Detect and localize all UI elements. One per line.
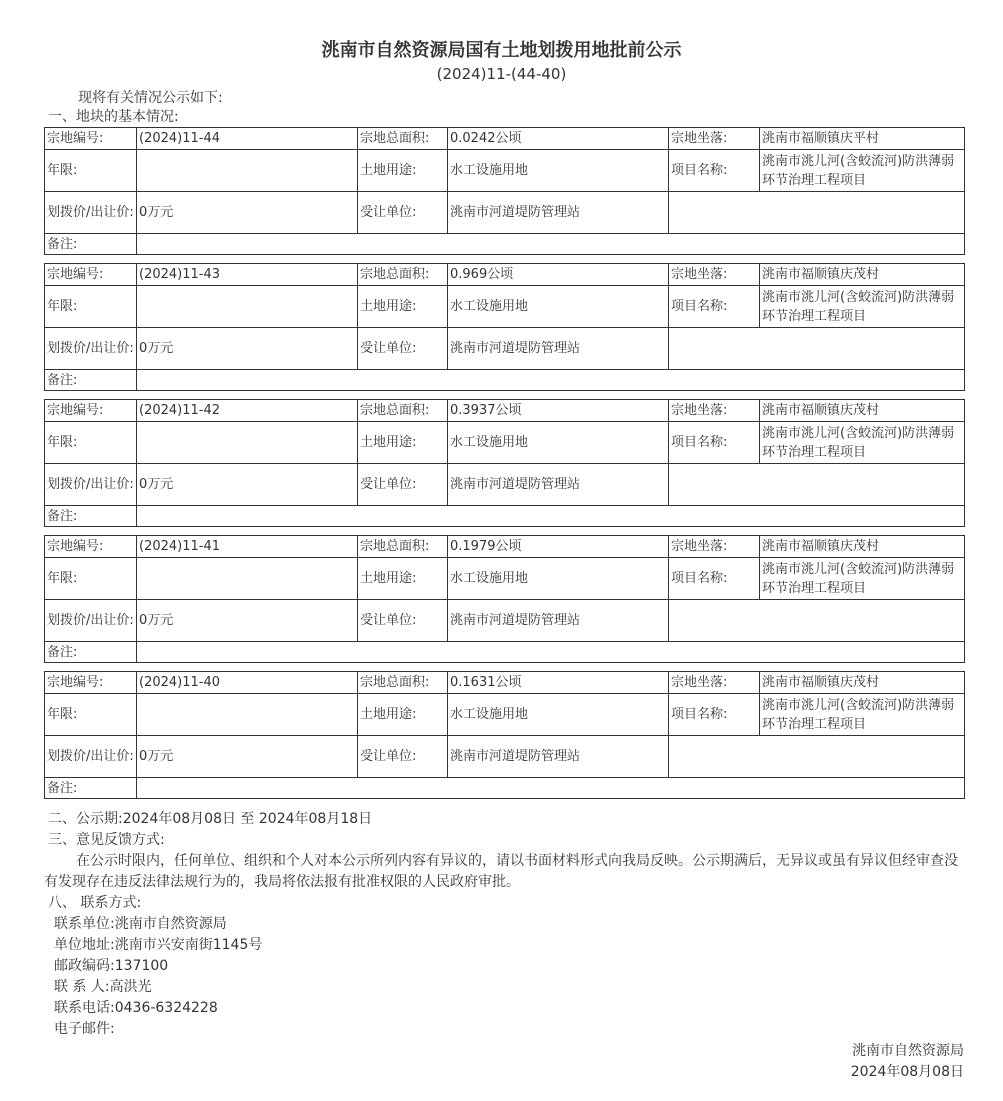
location-label: 宗地坐落:	[669, 128, 760, 150]
document-number: (2024)11-(44-40)	[436, 65, 567, 83]
price-label: 划拨价/出让价:	[45, 328, 137, 370]
area-value: 0.1979公顷	[448, 536, 669, 558]
price-label: 划拨价/出让价:	[45, 192, 137, 234]
project-label: 项目名称:	[669, 150, 760, 192]
use-label: 土地用途:	[358, 150, 448, 192]
recipient-label: 受让单位:	[358, 192, 448, 234]
project-value: 洮南市洮儿河(含蛟流河)防洪薄弱环节治理工程项目	[760, 150, 965, 192]
recipient-value: 洮南市河道堤防管理站	[448, 192, 669, 234]
parcel-table	[44, 127, 965, 255]
term-value	[137, 286, 358, 328]
remarks-value	[137, 234, 965, 255]
recipient-label: 受让单位:	[358, 328, 448, 370]
price-value: 0万元	[137, 328, 358, 370]
parcel-no-label: 宗地编号:	[45, 128, 137, 150]
remarks-value	[137, 778, 965, 799]
term-label: 年限:	[45, 286, 137, 328]
intro-text: 现将有关情况公示如下:	[78, 90, 223, 106]
parcel-no-value: (2024)11-43	[137, 264, 358, 286]
parcel-no-value: (2024)11-41	[137, 536, 358, 558]
contact-email: 电子邮件:	[54, 1021, 115, 1037]
project-value: 洮南市洮儿河(含蛟流河)防洪薄弱环节治理工程项目	[760, 422, 965, 464]
recipient-value: 洮南市河道堤防管理站	[448, 600, 669, 642]
recipient-label: 受让单位:	[358, 736, 448, 778]
empty-cell	[669, 328, 965, 370]
notice-title: 洮南市自然资源局国有土地划拨用地批前公示	[321, 40, 682, 61]
parcel-table	[44, 535, 965, 663]
empty-cell	[669, 600, 965, 642]
use-value: 水工设施用地	[448, 558, 669, 600]
remarks-value	[137, 642, 965, 663]
recipient-value: 洮南市河道堤防管理站	[448, 736, 669, 778]
section-3-body: 在公示时限内，任何单位、组织和个人对本公示所列内容有异议的，请以书面材料形式向我局反映。公示期满后，无异议或虽有异议但经审查没有发现存在违反法律法规行为的，我局将依法报有批准权限的人民政府审批。	[44, 853, 958, 890]
contact-address: 单位地址:洮南市兴安南街1145号	[54, 937, 263, 953]
recipient-value: 洮南市河道堤防管理站	[448, 464, 669, 506]
location-label: 宗地坐落:	[669, 264, 760, 286]
area-label: 宗地总面积:	[358, 264, 448, 286]
parcel-no-value: (2024)11-40	[137, 672, 358, 694]
parcel-no-value: (2024)11-42	[137, 400, 358, 422]
use-label: 土地用途:	[358, 286, 448, 328]
remarks-label: 备注:	[45, 642, 137, 663]
term-value	[137, 150, 358, 192]
empty-cell	[669, 464, 965, 506]
price-value: 0万元	[137, 464, 358, 506]
project-label: 项目名称:	[669, 286, 760, 328]
term-value	[137, 558, 358, 600]
area-label: 宗地总面积:	[358, 536, 448, 558]
price-value: 0万元	[137, 600, 358, 642]
remarks-label: 备注:	[45, 778, 137, 799]
parcel-no-label: 宗地编号:	[45, 536, 137, 558]
remarks-label: 备注:	[45, 370, 137, 391]
parcel-no-value: (2024)11-44	[137, 128, 358, 150]
location-value: 洮南市福顺镇庆茂村	[760, 536, 965, 558]
area-value: 0.1631公顷	[448, 672, 669, 694]
location-value: 洮南市福顺镇庆茂村	[760, 672, 965, 694]
contact-person: 联 系 人:高洪光	[54, 979, 152, 995]
area-value: 0.969公顷	[448, 264, 669, 286]
recipient-label: 受让单位:	[358, 464, 448, 506]
price-label: 划拨价/出让价:	[45, 464, 137, 506]
term-value	[137, 422, 358, 464]
use-label: 土地用途:	[358, 558, 448, 600]
contact-unit: 联系单位:洮南市自然资源局	[54, 916, 227, 932]
use-value: 水工设施用地	[448, 694, 669, 736]
empty-cell	[669, 192, 965, 234]
location-value: 洮南市福顺镇庆平村	[760, 128, 965, 150]
location-label: 宗地坐落:	[669, 536, 760, 558]
price-value: 0万元	[137, 736, 358, 778]
contact-phone: 联系电话:0436-6324228	[54, 1000, 218, 1016]
signature-org: 洮南市自然资源局	[852, 1043, 964, 1059]
signature-date: 2024年08月08日	[850, 1064, 964, 1080]
project-value: 洮南市洮儿河(含蛟流河)防洪薄弱环节治理工程项目	[760, 694, 965, 736]
remarks-label: 备注:	[45, 234, 137, 255]
location-value: 洮南市福顺镇庆茂村	[760, 400, 965, 422]
empty-cell	[669, 736, 965, 778]
section-3-title: 三、意见反馈方式:	[48, 832, 165, 848]
use-value: 水工设施用地	[448, 422, 669, 464]
term-label: 年限:	[45, 150, 137, 192]
parcel-table	[44, 671, 965, 799]
remarks-value	[137, 370, 965, 391]
project-label: 项目名称:	[669, 558, 760, 600]
parcel-no-label: 宗地编号:	[45, 264, 137, 286]
use-label: 土地用途:	[358, 694, 448, 736]
project-label: 项目名称:	[669, 694, 760, 736]
area-value: 0.3937公顷	[448, 400, 669, 422]
project-value: 洮南市洮儿河(含蛟流河)防洪薄弱环节治理工程项目	[760, 286, 965, 328]
location-label: 宗地坐落:	[669, 672, 760, 694]
area-label: 宗地总面积:	[358, 400, 448, 422]
term-label: 年限:	[45, 694, 137, 736]
section-1-title: 一、地块的基本情况:	[48, 109, 179, 125]
contact-postcode: 邮政编码:137100	[54, 958, 169, 974]
location-value: 洮南市福顺镇庆茂村	[760, 264, 965, 286]
price-value: 0万元	[137, 192, 358, 234]
parcel-no-label: 宗地编号:	[45, 400, 137, 422]
use-value: 水工设施用地	[448, 286, 669, 328]
use-label: 土地用途:	[358, 422, 448, 464]
price-label: 划拨价/出让价:	[45, 736, 137, 778]
parcel-table	[44, 263, 965, 391]
area-label: 宗地总面积:	[358, 672, 448, 694]
area-value: 0.0242公顷	[448, 128, 669, 150]
price-label: 划拨价/出让价:	[45, 600, 137, 642]
section-8-title: 八、 联系方式:	[48, 895, 142, 911]
recipient-value: 洮南市河道堤防管理站	[448, 328, 669, 370]
parcel-no-label: 宗地编号:	[45, 672, 137, 694]
remarks-label: 备注:	[45, 506, 137, 527]
location-label: 宗地坐落:	[669, 400, 760, 422]
parcel-table	[44, 399, 965, 527]
recipient-label: 受让单位:	[358, 600, 448, 642]
area-label: 宗地总面积:	[358, 128, 448, 150]
section-2-period: 二、公示期:2024年08月08日 至 2024年08月18日	[48, 811, 373, 827]
use-value: 水工设施用地	[448, 150, 669, 192]
term-label: 年限:	[45, 422, 137, 464]
term-value	[137, 694, 358, 736]
project-value: 洮南市洮儿河(含蛟流河)防洪薄弱环节治理工程项目	[760, 558, 965, 600]
term-label: 年限:	[45, 558, 137, 600]
project-label: 项目名称:	[669, 422, 760, 464]
remarks-value	[137, 506, 965, 527]
